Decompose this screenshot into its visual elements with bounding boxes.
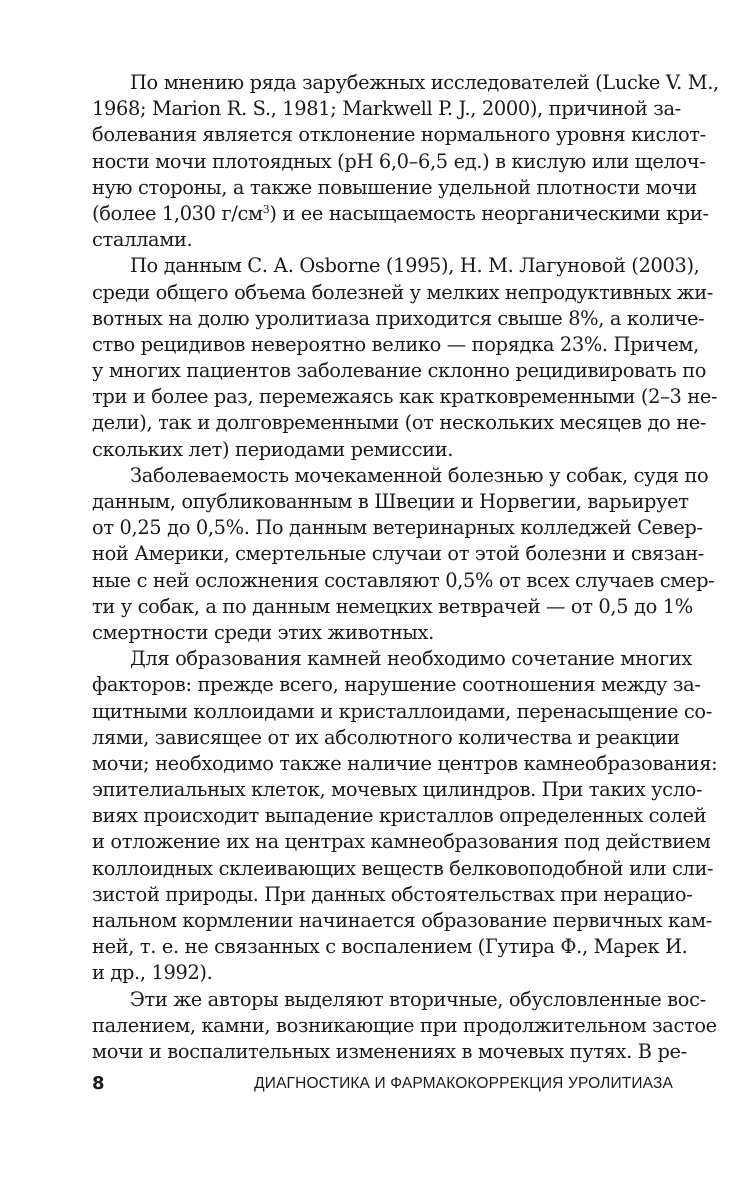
text-line: По мнению ряда зарубежных исследователей (Lucke V. M., <box>130 71 719 94</box>
paragraph <box>92 253 718 463</box>
text-line: Эти же авторы выделяют вторичные, обусловленные вос- <box>130 987 706 1011</box>
text-line: лями, зависящее от их абсолютного количества и реакции <box>92 725 680 749</box>
text-line: три и более раз, перемежаясь как кратковременными (2–3 не- <box>92 385 718 409</box>
text-line: от 0,25 до 0,5%. По данным ветеринарных колледжей Север- <box>92 516 703 540</box>
text-line: ные с ней осложнения составляют 0,5% от всех случаев смер- <box>92 568 715 592</box>
text-line: болевания является отклонение нормального уровня кислот- <box>92 123 706 147</box>
text-line: Для образования камней необходимо сочетание многих <box>130 647 692 671</box>
text-line: зистой природы. При данных обстоятельствах при нерацио- <box>92 882 693 906</box>
page-number: 8 <box>92 1073 105 1094</box>
text-line: щитными коллоидами и кристаллоидами, перенасыщение со- <box>92 699 712 723</box>
text-line: сталлами. <box>92 228 193 252</box>
text-line: мочи; необходимо также наличие центров камнеобразования: <box>92 751 718 775</box>
text-line: палением, камни, возникающие при продолжительном застое <box>92 1013 717 1037</box>
paragraph <box>92 987 717 1066</box>
text-line: и др., 1992). <box>92 961 213 985</box>
text-line: ности мочи плотоядных (pH 6,0–6,5 ед.) в кислую или щелоч- <box>92 149 706 173</box>
superscript: 3 <box>262 202 270 216</box>
text-line: мочи и воспалительных изменениях в мочевых путях. В ре- <box>92 1039 687 1063</box>
paragraph <box>92 646 718 986</box>
text-line <box>92 201 709 227</box>
text-line: По данным С. А. Osborne (1995), Н. М. Лагуновой (2003), <box>130 254 700 278</box>
text-line: факторов: прежде всего, нарушение соотношения между за- <box>92 673 701 697</box>
text-line: 1968; Marion R. S., 1981; Markwell P. J., 2000), причиной за- <box>92 97 681 121</box>
paragraph <box>92 70 719 253</box>
text-line: у многих пациентов заболевание склонно рецидивировать по <box>92 359 707 383</box>
text-line: нальном кормлении начинается образование первичных кам- <box>92 909 712 932</box>
text-line: ней, т. е. не связанных с воспалением (Гутира Ф., Марек И. <box>92 935 688 959</box>
text-line: Заболеваемость мочекаменной болезнью у собак, судя по <box>130 463 709 487</box>
text-segment: ) и ее насыщаемость неорганическими кри- <box>269 201 709 225</box>
text-line: данным, опубликованным в Швеции и Норвегии, варьирует <box>92 490 689 513</box>
text-line: ство рецидивов невероятно велико — порядка 23%. Причем, <box>92 332 699 356</box>
text-line: скольких лет) периодами ремиссии. <box>92 437 454 461</box>
running-head: ДИАГНОСТИКА И ФАРМАКОКОРРЕКЦИЯ УРОЛИТИАЗА <box>254 1075 673 1092</box>
text-line: коллоидных склеивающих веществ белковоподобной или сли- <box>92 856 714 880</box>
body-text <box>92 70 719 1065</box>
text-line: ти у собак, а по данным немецких ветврачей — от 0,5 до 1% <box>92 594 693 618</box>
text-line: ной Америки, смертельные случаи от этой болезни и связан- <box>92 542 704 566</box>
text-line: среди общего объема болезней у мелких непродуктивных жи- <box>92 280 714 304</box>
text-line: дели), так и долговременными (от нескольких месяцев до не- <box>92 411 707 435</box>
paragraph <box>92 463 715 646</box>
text-line: и отложение их на центрах камнеобразования под действием <box>92 830 711 854</box>
text-line: эпителиальных клеток, мочевых цилиндров. При таких усло- <box>92 778 703 802</box>
text-line: ную стороны, а также повышение удельной плотности мочи <box>92 175 697 199</box>
text-segment: (более 1,030 г/см <box>92 201 263 225</box>
text-line: виях происходит выпадение кристаллов определенных солей <box>92 804 707 828</box>
text-line: смертности среди этих животных. <box>92 620 434 644</box>
text-line: вотных на долю уролитиаза приходится свыше 8%, а количе- <box>92 306 705 330</box>
